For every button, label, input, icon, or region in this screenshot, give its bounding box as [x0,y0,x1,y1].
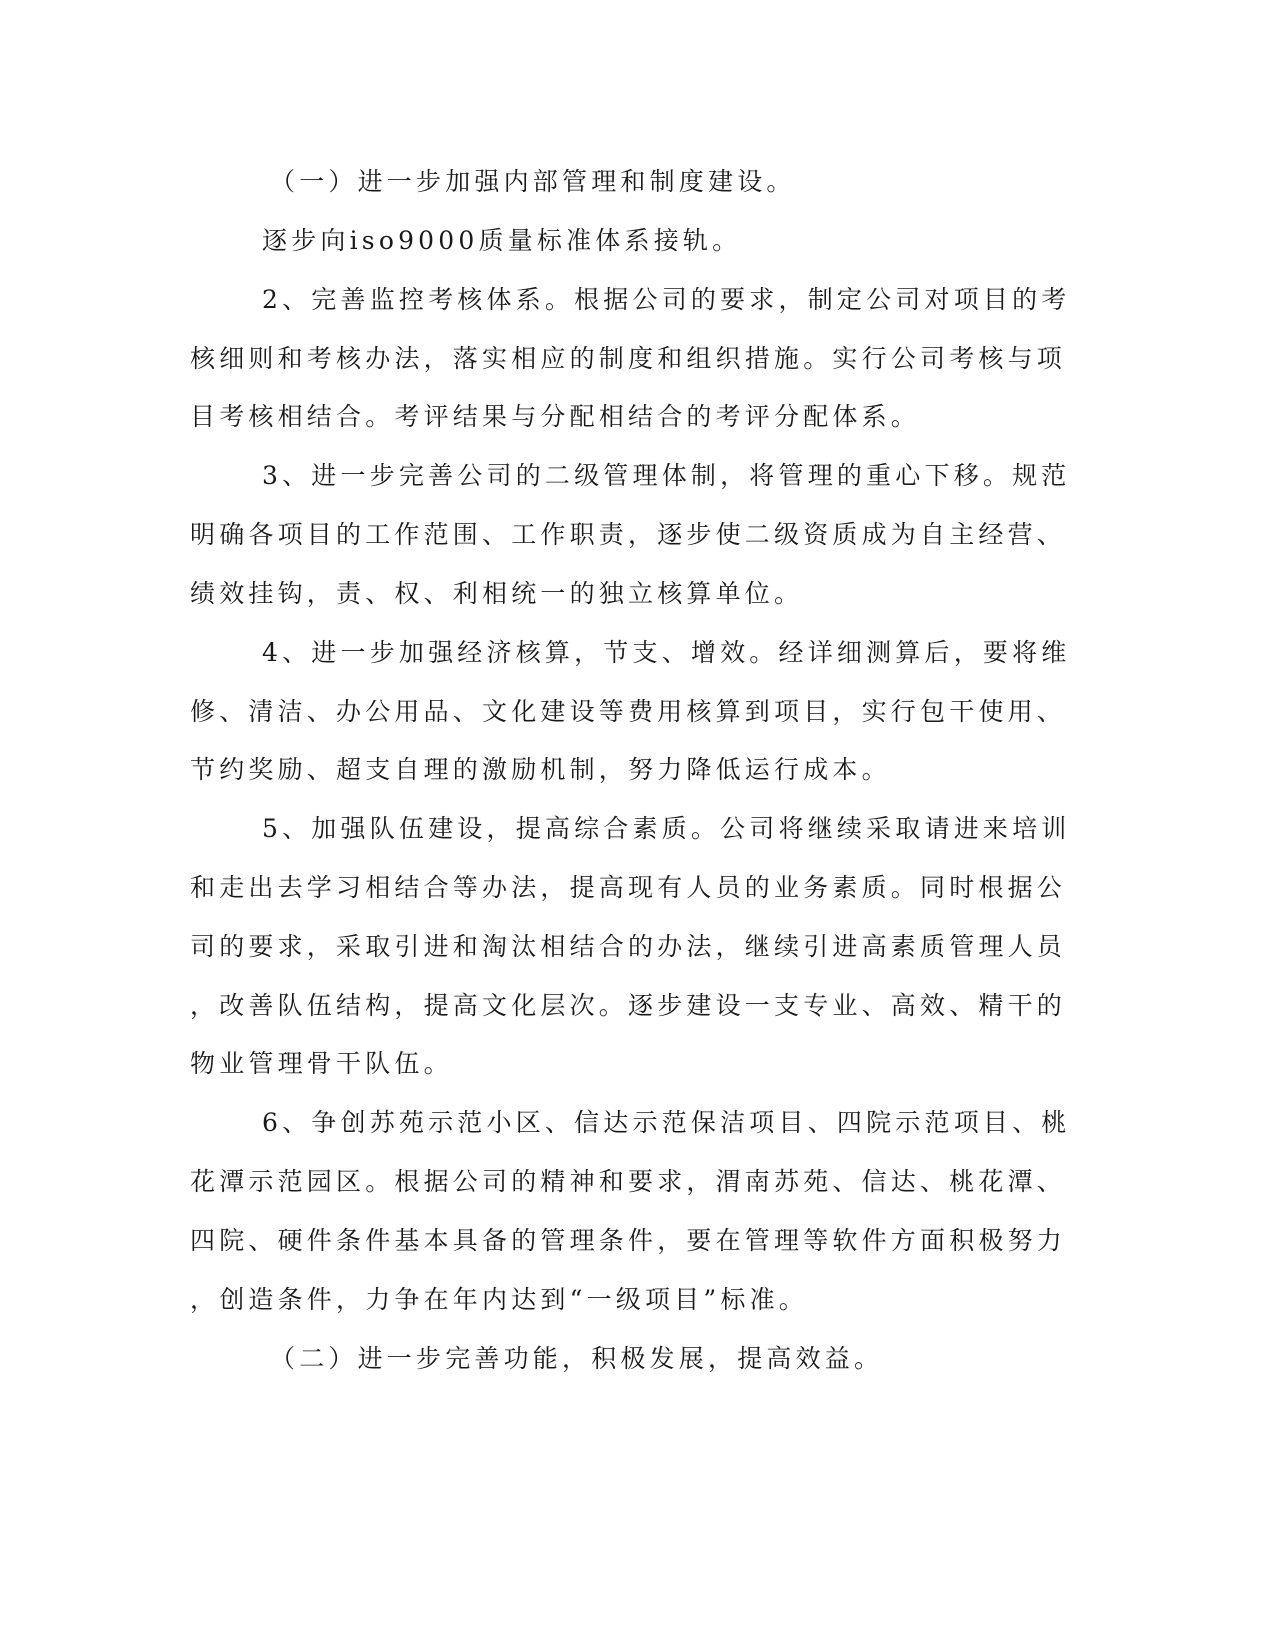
paragraph-line: 3、进一步完善公司的二级管理体制，将管理的重心下移。规范 [262,461,1071,490]
paragraph-line: ，创造条件，力争在年内达到“一级项目”标准。 [190,1285,808,1314]
paragraph-line: 核细则和考核办法，落实相应的制度和组织措施。实行公司考核与项 [190,344,1067,373]
paragraph-line: 4、进一步加强经济核算，节支、增效。经详细测算后，要将维 [262,638,1071,667]
paragraph-line: 物业管理骨干队伍。 [190,1049,453,1078]
paragraph-line: 四院、硬件条件基本具备的管理条件，要在管理等软件方面积极努力 [190,1226,1067,1255]
paragraph-line: 绩效挂钩，责、权、利相统一的独立核算单位。 [190,579,804,608]
paragraph-line: 明确各项目的工作范围、工作职责，逐步使二级资质成为自主经营、 [190,520,1067,549]
paragraph-line: 2、完善监控考核体系。根据公司的要求，制定公司对项目的考 [262,285,1071,314]
paragraph-line: 和走出去学习相结合等办法，提高现有人员的业务素质。同时根据公 [190,873,1067,902]
section-heading-2: （二）进一步完善功能，积极发展，提高效益。 [270,1344,884,1373]
paragraph-line: 逐步向iso9000质量标准体系接轨。 [262,226,742,255]
paragraph-line: 5、加强队伍建设，提高综合素质。公司将继续采取请进来培训 [262,814,1071,843]
paragraph-line: 节约奖励、超支自理的激励机制，努力降低运行成本。 [190,755,891,784]
paragraph-line: ，改善队伍结构，提高文化层次。逐步建设一支专业、高效、精干的 [190,991,1067,1020]
paragraph-line: 司的要求，采取引进和淘汰相结合的办法，继续引进高素质管理人员 [190,932,1067,961]
paragraph-line: 花潭示范园区。根据公司的精神和要求，渭南苏苑、信达、桃花潭、 [190,1167,1067,1196]
paragraph-line: 6、争创苏苑示范小区、信达示范保洁项目、四院示范项目、桃 [262,1108,1071,1137]
section-heading-1: （一）进一步加强内部管理和制度建设。 [270,167,796,196]
paragraph-line: 修、清洁、办公用品、文化建设等费用核算到项目，实行包干使用、 [190,697,1067,726]
paragraph-line: 目考核相结合。考评结果与分配相结合的考评分配体系。 [190,402,921,431]
